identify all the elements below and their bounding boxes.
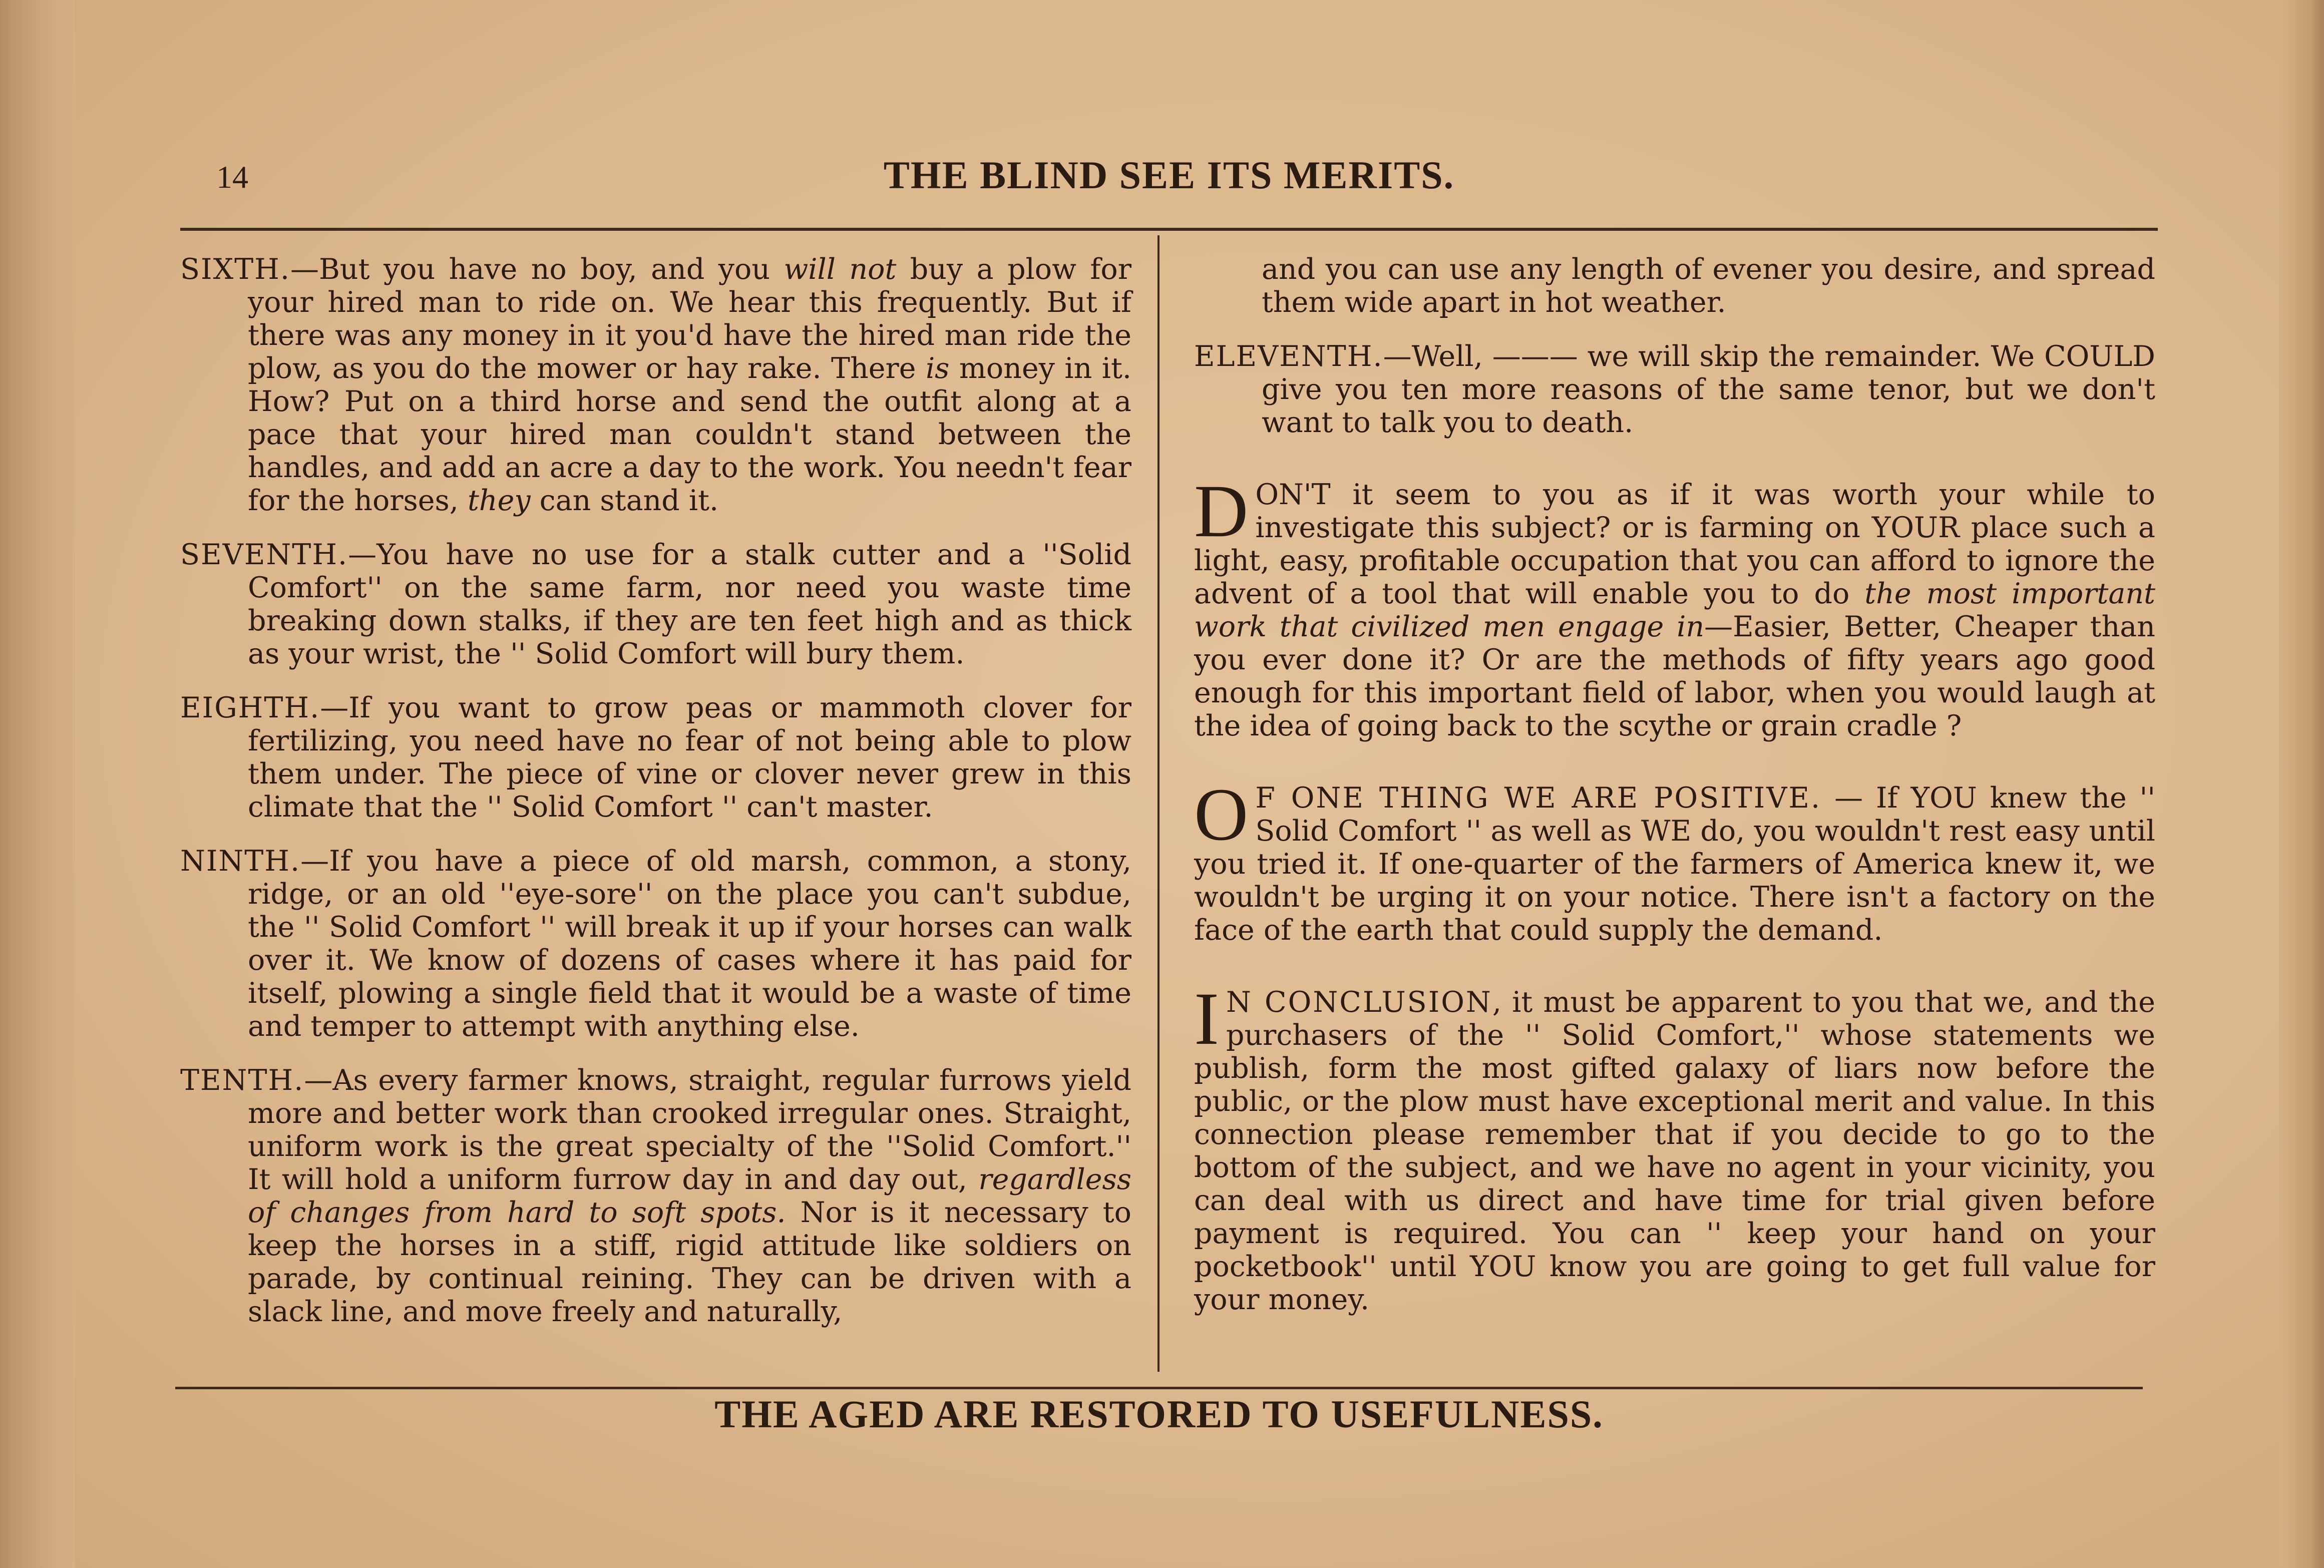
text-run: , it must be apparent to you that we, and the purchasers of the '' Solid Comfort,'' whose statements we publish, form the most gifted galaxy of liars now before the public, or the plow must have exceptional merit and value. In this connection please remember that if you decide to go to the bottom of the subject, and we have no agent in your vicinity, you can deal with us direct and have time for trial given before payment is required. You can '' keep your hand on your pocketbook'' until: [1194, 986, 2155, 1283]
italic-run: the most important work that civilized men engage in: [1194, 577, 2155, 643]
text-run: — If: [1821, 781, 1911, 815]
paragraph-eighth: [180, 691, 1131, 824]
lead-tenth: TENTH.: [180, 1064, 304, 1097]
paragraph-ninth: [180, 845, 1131, 1043]
text-run: can stand it.: [530, 484, 719, 517]
drop-cap: D: [1194, 470, 1249, 553]
drop-cap: I: [1194, 977, 1219, 1060]
drop-cap: O: [1194, 773, 1249, 856]
page-number: 14: [216, 159, 248, 195]
lead-seventh: SEVENTH.: [180, 538, 348, 571]
text-run: —As every farmer knows, straight, regular furrows yield more and better work than crooked irregular ones. Straight, uniform work is the great specialty of the ''Solid Comfort.'' It will hold a uniform furrow day in and day out,: [248, 1064, 1131, 1196]
italic-run: regardless of changes from hard to soft spots.: [248, 1163, 1131, 1229]
paragraph-positive: [1194, 773, 2156, 947]
text-run: —Easier, Better, Cheaper than you ever done it? Or are the methods of fifty years ago good enough for this important field of labor, when you would laugh at the idea of going back to the scythe or grain cradle ?: [1194, 610, 2155, 742]
lead-eighth: EIGHTH.: [180, 691, 320, 724]
text-run: place such a light, easy, profitable occupation that you can afford to ignore the advent of a tool that will enable you to do: [1194, 511, 2155, 610]
small-caps-run: YOU: [1910, 781, 1977, 815]
paragraph-eleventh: [1194, 340, 2155, 439]
column-divider: [1157, 235, 1159, 1372]
italic-run: is: [925, 352, 950, 385]
header-rule: [180, 228, 2158, 231]
page-edge: [2279, 0, 2324, 1568]
caps-heading: F ONE THING WE ARE POSITIVE.: [1255, 781, 1822, 815]
paragraph-dont: [1194, 470, 2155, 742]
footer-title: THE AGED ARE RESTORED TO USEFULNESS.: [714, 1392, 1604, 1436]
text-run: Nor is it necessary to keep the horses in a stiff, rigid attitude like soldiers on parade, by continual reining. They can be driven with a slack line, and move freely and naturally,: [248, 1196, 1131, 1328]
page-header: [180, 153, 2158, 213]
paragraph-conclusion: [1194, 977, 2155, 1316]
page-title: THE BLIND SEE ITS MERITS.: [883, 153, 1455, 197]
text-run: knew the '' Solid Comfort '' as well as: [1255, 781, 2156, 848]
italic-run: they: [468, 484, 531, 517]
paragraph-tenth-continued: and you can use any length of evener you desire, and spread them wide apart in hot weather.: [1262, 253, 2155, 319]
small-caps-run: YOUR: [1871, 511, 1960, 544]
small-caps-run: WE: [1641, 815, 1692, 848]
text-run: —Well, ——— we will skip the remainder. We: [1383, 340, 2045, 373]
text-run: buy a plow for your hired man to ride on. We hear this frequently. But if there was any money in it you'd have the hired man ride the plow, as you do the mower or hay rake. There: [248, 253, 1131, 385]
small-caps-run: COULD: [2044, 340, 2155, 373]
footer-rule: [175, 1387, 2143, 1389]
lead-ninth: NINTH.: [180, 845, 301, 878]
text-run: ON'T it seem to you as if it was worth your while to investigate this subject? or is farming on: [1255, 478, 2155, 544]
lead-sixth: SIXTH.: [180, 253, 290, 286]
italic-run: will not: [784, 253, 897, 286]
left-column: [180, 253, 1131, 1349]
paragraph-tenth: [180, 1064, 1131, 1328]
text-run: —But you have no boy, and you: [290, 253, 784, 286]
caps-heading: N CONCLUSION: [1226, 986, 1492, 1019]
text-run: do, you wouldn't rest easy until you tried it. If one-quarter of the farmers of America knew it, we wouldn't be urging it on your notice. There isn't a factory on the face of the earth that could supply the demand.: [1194, 815, 2155, 947]
book-gutter: [0, 0, 75, 1568]
text-run: give you ten more reasons of the same tenor, but we don't want to talk you to death.: [1262, 373, 2155, 439]
paragraph-sixth: [180, 253, 1131, 517]
small-caps-run: YOU: [1469, 1250, 1536, 1283]
paragraph-seventh: [180, 538, 1131, 670]
text-run: know you are going to get full value for your money.: [1194, 1250, 2155, 1316]
text-run: —You have no use for a stalk cutter and a ''Solid Comfort'' on the same farm, nor need you waste time breaking down stalks, if they are ten feet high and as thick as your wrist, the '' Solid Comfort will bury them.: [248, 538, 1131, 670]
text-run: —If you have a piece of old marsh, common, a stony, ridge, or an old ''eye-sore'' on the place you can't subdue, the '' Solid Comfort '' will break it up if your horses can walk over it. We know of dozens of cases where it has paid for itself, plowing a single field that it would be a waste of time and temper to attempt with anything else.: [248, 845, 1131, 1043]
right-column: [1194, 253, 2155, 1316]
text-run: money in it. How? Put on a third horse and send the outfit along at a pace that your hired man couldn't stand between the handles, and add an acre a day to the work. You needn't fear for the horses,: [248, 352, 1131, 517]
text-run: —If you want to grow peas or mammoth clover for fertilizing, you need have no fear of not being able to plow them under. The piece of vine or clover never grew in this climate that the '' Solid Comfort '' can't master.: [248, 691, 1131, 824]
lead-eleventh: ELEVENTH.: [1194, 340, 1383, 373]
